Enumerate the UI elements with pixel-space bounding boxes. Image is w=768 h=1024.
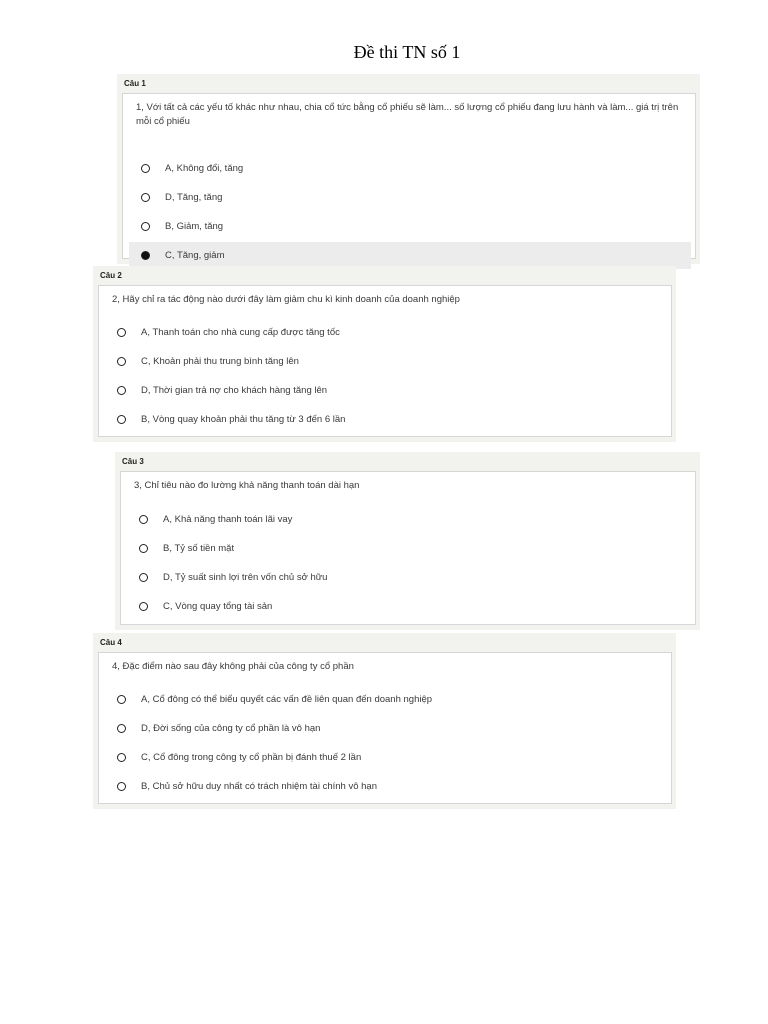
- radio-button[interactable]: [139, 602, 148, 611]
- option-label: D, Tỷ suất sinh lợi trên vốn chủ sở hữu: [163, 572, 328, 583]
- option-label: D, Tăng, tăng: [165, 192, 223, 203]
- option-d[interactable]: [105, 715, 667, 742]
- question-block-4: [93, 633, 676, 809]
- radio-button[interactable]: [141, 164, 150, 173]
- option-label: C, Vòng quay tổng tài sản: [163, 601, 273, 612]
- radio-button[interactable]: [141, 222, 150, 231]
- question-block-1: [117, 74, 700, 264]
- option-label: C, Khoản phải thu trung bình tăng lên: [141, 356, 299, 367]
- radio-button[interactable]: [117, 782, 126, 791]
- question-text: 1, Với tất cả các yếu tố khác như nhau, chia cổ tức bằng cổ phiếu sẽ làm... số lượng cổ phiếu đang lưu hành và làm... giá trị trên mỗi cổ phiếu: [136, 102, 679, 127]
- question-text: 4, Đặc điểm nào sau đây không phải của công ty cổ phần: [112, 661, 354, 672]
- option-label: B, Chủ sở hữu duy nhất có trách nhiệm tài chính vô hạn: [141, 781, 377, 792]
- option-c[interactable]: [105, 348, 667, 375]
- radio-button[interactable]: [117, 328, 126, 337]
- question-card: [98, 285, 672, 437]
- option-label: A, Không đổi, tăng: [165, 163, 244, 174]
- radio-button[interactable]: [139, 544, 148, 553]
- radio-button[interactable]: [117, 753, 126, 762]
- page-title: Đề thi TN số 1: [353, 42, 461, 62]
- radio-button[interactable]: [117, 386, 126, 395]
- option-d[interactable]: [129, 184, 691, 211]
- option-label: D, Thời gian trả nợ cho khách hàng tăng lên: [141, 385, 328, 396]
- option-label: B, Vòng quay khoản phải thu tăng từ 3 đến 6 lần: [141, 414, 346, 425]
- question-number: Câu 4: [100, 638, 122, 647]
- question-text: 3, Chỉ tiêu nào đo lường khả năng thanh toán dài hạn: [134, 480, 360, 491]
- option-a[interactable]: [105, 319, 667, 346]
- option-c[interactable]: [105, 744, 667, 771]
- option-label: B, Tỷ số tiền mặt: [163, 543, 235, 554]
- option-label: C, Tăng, giảm: [165, 250, 225, 261]
- option-label: B, Giảm, tăng: [165, 221, 224, 232]
- option-label: A, Cổ đông có thể biểu quyết các vấn đề liên quan đến doanh nghiệp: [141, 694, 433, 705]
- option-b[interactable]: [127, 535, 691, 562]
- option-a[interactable]: [127, 506, 691, 533]
- question-card: [120, 471, 696, 625]
- radio-button[interactable]: [139, 573, 148, 582]
- radio-button[interactable]: [117, 695, 126, 704]
- option-b[interactable]: [105, 406, 667, 433]
- option-b[interactable]: [129, 213, 691, 240]
- question-card: [98, 652, 672, 804]
- question-number: Câu 2: [100, 271, 122, 280]
- option-a[interactable]: [129, 155, 691, 182]
- radio-button[interactable]: [117, 357, 126, 366]
- option-c-selected[interactable]: [129, 242, 691, 269]
- radio-button-selected[interactable]: [141, 251, 150, 260]
- option-c[interactable]: [127, 593, 691, 620]
- radio-button[interactable]: [117, 415, 126, 424]
- option-d[interactable]: [127, 564, 691, 591]
- option-label: A, Thanh toán cho nhà cung cấp được tăng tốc: [141, 327, 340, 338]
- option-label: D, Đời sống của công ty cổ phần là vô hạn: [141, 723, 321, 734]
- question-number: Câu 3: [122, 457, 144, 466]
- question-block-3: [115, 452, 700, 630]
- question-block-2: [93, 266, 676, 442]
- question-card: [122, 93, 696, 259]
- question-text: 2, Hãy chỉ ra tác động nào dưới đây làm giảm chu kì kinh doanh của doanh nghiệp: [112, 294, 460, 305]
- radio-button[interactable]: [117, 724, 126, 733]
- option-label: C, Cổ đông trong công ty cổ phần bị đánh thuế 2 lần: [141, 752, 362, 763]
- option-a[interactable]: [105, 686, 667, 713]
- option-label: A, Khả năng thanh toán lãi vay: [163, 514, 293, 525]
- option-d[interactable]: [105, 377, 667, 404]
- radio-button[interactable]: [139, 515, 148, 524]
- radio-button[interactable]: [141, 193, 150, 202]
- question-number: Câu 1: [124, 79, 146, 88]
- option-b[interactable]: [105, 773, 667, 800]
